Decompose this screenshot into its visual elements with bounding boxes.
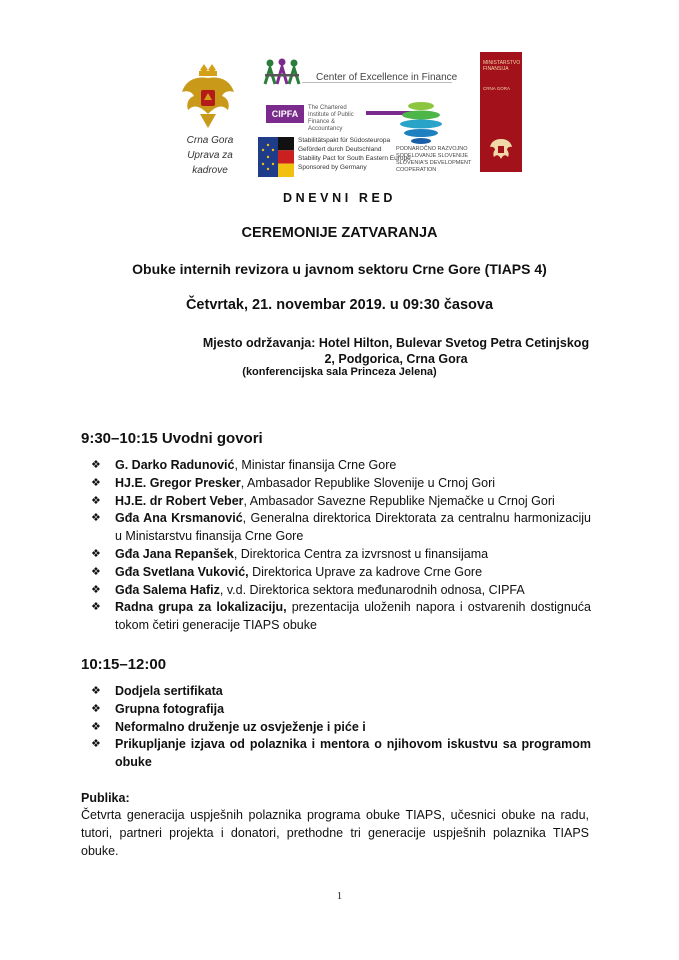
diamond-bullet-icon: ❖ <box>91 583 101 596</box>
logo-strip <box>0 0 679 200</box>
diamond-bullet-icon: ❖ <box>91 565 101 578</box>
list-item: ❖ Prikupljanje izjava od polaznika i mentora o njihovom iskustvu sa programom obuke <box>91 737 591 770</box>
diamond-bullet-icon: ❖ <box>91 547 101 560</box>
montenegro-coat-of-arms-icon <box>178 62 238 132</box>
list-item: ❖ Neformalno druženje uz osvježenje i piće i <box>91 719 591 737</box>
diamond-bullet-icon: ❖ <box>91 601 101 614</box>
diamond-bullet-icon: ❖ <box>91 476 101 489</box>
ceremony-title: CEREMONIJE ZATVARANJA <box>241 225 438 241</box>
ministry-name: MINISTARSTVO FINANSIJA <box>483 60 521 72</box>
stability-pact-logo <box>258 133 411 183</box>
diamond-bullet-icon: ❖ <box>91 459 101 471</box>
section-certificates-heading: 10:15–12:00 <box>81 656 167 673</box>
cipfa-wordmark: CIPFA <box>266 105 304 123</box>
program-title: Obuke internih revizora u javnom sektoru Crne Gore (TIAPS 4) <box>132 261 547 277</box>
document-title: DNEVNI RED <box>282 191 397 205</box>
diamond-bullet-icon: ❖ <box>91 720 101 733</box>
list-item: ❖ Gđa Svetlana Vuković, Direktorica Uprave za kadrove Crne Gore <box>91 564 591 582</box>
section-opening-speeches-heading: 9:30–10:15 Uvodni govori <box>81 430 263 447</box>
ministry-country: CRNA GORA <box>483 86 511 91</box>
list-item: ❖ Gđa Jana Repanšek, Direktorica Centra za izvrsnost u finansijama <box>91 546 591 564</box>
audience-text: Četvrta generacija uspješnih polaznika programa obuke TIAPS, učesnici obuke na radu, tutori, partneri projekta i donatori, prethodne tri generacije uspješnih polaznika TIAPS obuke. <box>81 808 589 858</box>
audience-label: Publika: <box>81 791 130 805</box>
event-date: Četvrtak, 21. novembar 2019. u 09:30 časova <box>185 297 494 313</box>
montenegro-caption: Crna Gora Uprava za kadrove <box>186 135 234 176</box>
cipfa-logo <box>266 103 396 132</box>
diamond-bullet-icon: ❖ <box>91 685 101 697</box>
list-item: ❖ Gđa Ana Krsmanović, Generalna direktorica Direktorata za centralnu harmonizaciju u Ministarstvu finansija Crne Gore <box>91 511 591 544</box>
ministry-of-finance-logo <box>480 52 522 172</box>
diamond-bullet-icon: ❖ <box>91 494 101 507</box>
cef-name: Center of Excellence in Finance <box>316 72 458 83</box>
diamond-bullet-icon: ❖ <box>91 512 101 525</box>
eu-germany-flag-icon <box>258 137 294 177</box>
cef-people-icon <box>262 58 302 86</box>
slovenia-development-text: PODNAROČNO RAZVOJNO SODELOVANJE SLOVENIJE SLOVENIA'S DEVELOPMENT COOPERATION <box>396 146 472 173</box>
stability-pact-text: Stabilitätspakt für Südosteuropa Gefördert durch Deutschland Stability Pact for South Eastern Europe Sponsored by Germany <box>298 137 411 171</box>
diamond-bullet-icon: ❖ <box>91 702 101 715</box>
ministry-crest-icon <box>488 136 514 162</box>
list-item: ❖ Radna grupa za lokalizaciju, prezentacija uloženih napora i ostvarenih dostignuća tokom četiri generacije TIAPS obuke <box>91 600 591 633</box>
activities-list <box>91 683 591 772</box>
speakers-list <box>91 457 591 635</box>
page-number: 1 <box>337 891 342 902</box>
list-item: ❖ G. Darko Radunović, Ministar finansija Crne Gore <box>91 457 591 475</box>
list-item: ❖ HJ.E. dr Robert Veber, Ambasador Savezne Republike Njemačke u Crnoj Gori <box>91 493 591 511</box>
event-room: (konferencijska sala Princeza Jelena) <box>242 366 437 378</box>
list-item: ❖ Grupna fotografija <box>91 701 591 719</box>
list-item: ❖ Gđa Salema Hafiz, v.d. Direktorica sektora međunarodnih odnosa, CIPFA <box>91 582 591 600</box>
list-item: ❖ HJ.E. Gregor Presker, Ambasador Republike Slovenije u Crnoj Gori <box>91 475 591 493</box>
slovenia-development-icon <box>396 100 446 144</box>
diamond-bullet-icon: ❖ <box>91 738 101 751</box>
event-venue: Mjesto održavanja: Hotel Hilton, Bulevar Svetog Petra Cetinjskog 2, Podgorica, Crna Gora <box>202 336 590 366</box>
list-item: ❖ Dodjela sertifikata <box>91 683 591 701</box>
cipfa-subtitle: The Chartered Institute of Public Finance & Accountancy <box>308 105 354 132</box>
